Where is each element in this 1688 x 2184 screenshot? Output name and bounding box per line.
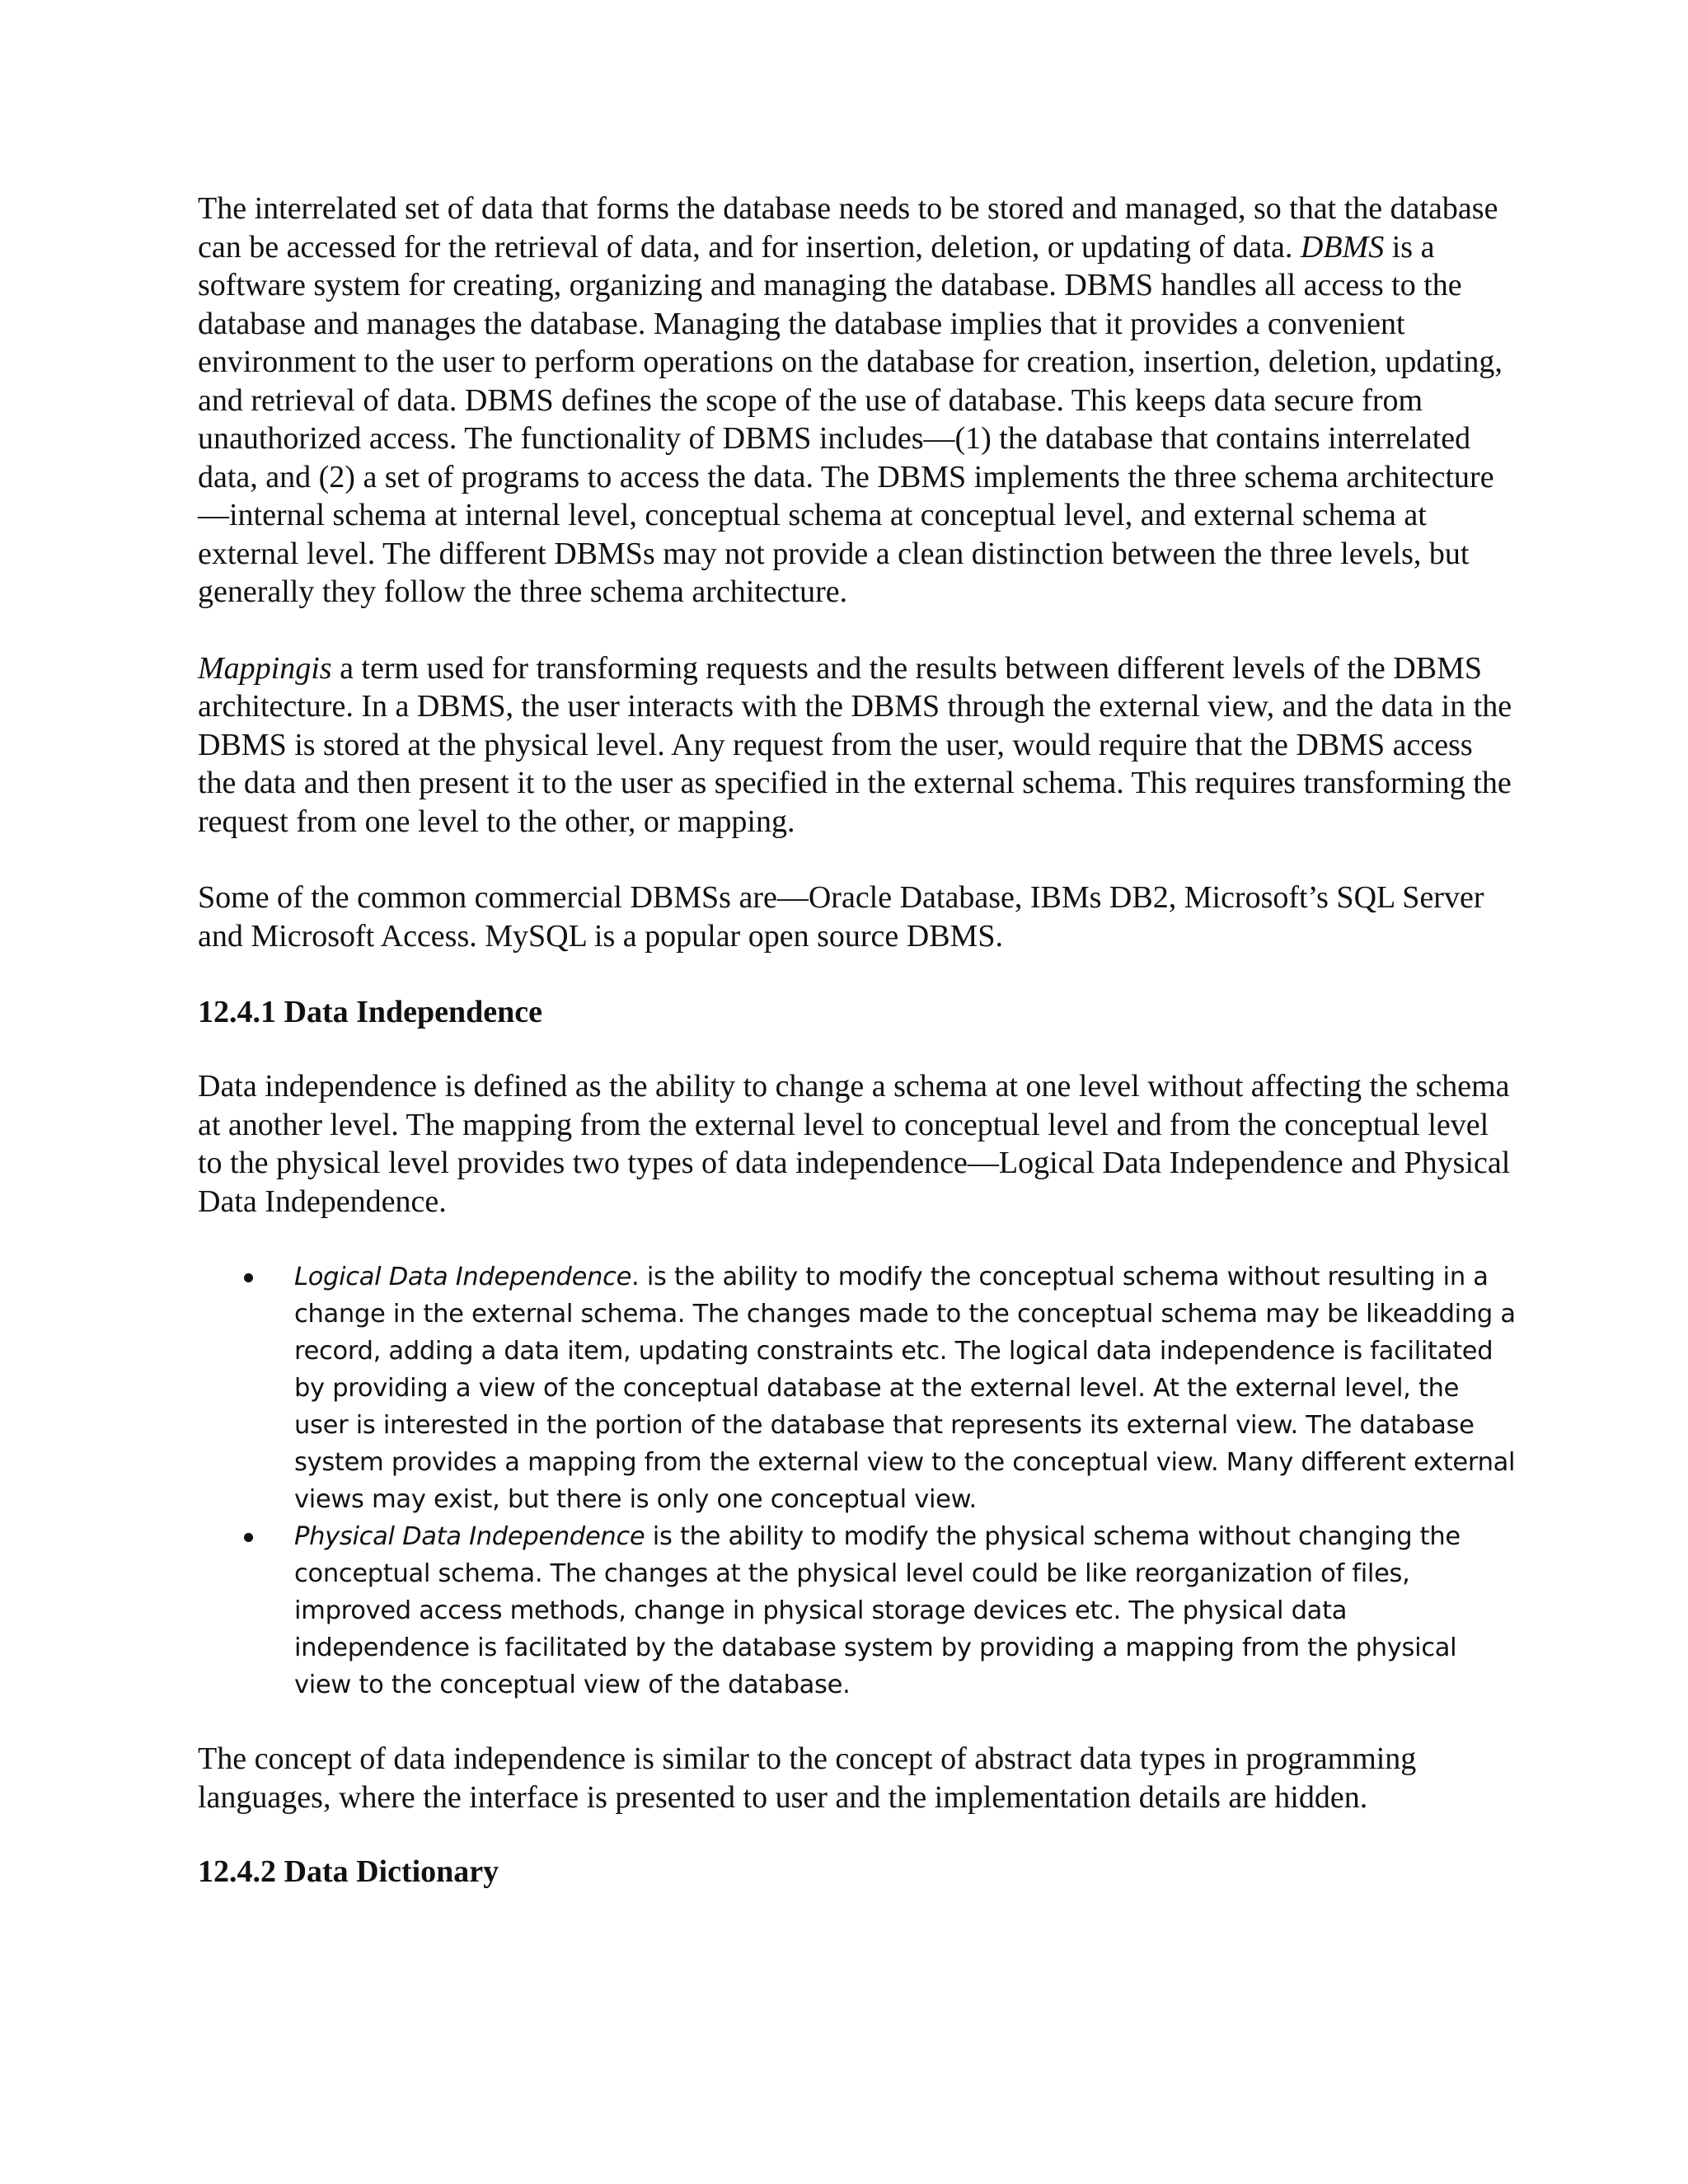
bullet-logical-data-independence <box>198 1258 1517 1518</box>
paragraph-data-independence: Data independence is defined as the ability to change a schema at one level without affecting the schema at another level. The mapping from the external level to conceptual level and from the conceptual level to the physical level provides two types of data independence—Logical Data Independence and Physical Data Independence. <box>198 1069 1511 1219</box>
paragraph-text: is a software system for creating, organizing and managing the database. DBMS handles all access to the database and manages the database. Managing the database implies that it provides a convenient environment to the user to perform operations on the database for creation, insertion, deletion, updating, and retrieval of data. DBMS defines the scope of the use of database. This keeps data secure from unauthorized access. The functionality of DBMS includes—(1) the database that contains interrelated data, and (2) a set of programs to access the data. The DBMS implements the three schema architecture—internal schema at internal level, conceptual schema at conceptual level, and external schema at external level. The different DBMSs may not provide a clean distinction between the three levels, but generally they follow the three schema architecture. <box>198 229 1503 609</box>
bullet-list <box>198 1258 1517 1704</box>
document-page <box>198 190 1517 1891</box>
section-heading-data-independence: 12.4.1 Data Independence <box>198 995 543 1029</box>
paragraph-abstract-data-types: The concept of data independence is similar to the concept of abstract data types in programming languages, where the interface is presented to user and the implementation details are hidden. <box>198 1741 1417 1815</box>
italic-term-logical: Logical Data Independence <box>294 1263 632 1291</box>
paragraph-text: The interrelated set of data that forms the database needs to be stored and managed, so that the database can be accessed for the retrieval of data, and for insertion, deletion, or updating of data. <box>198 191 1498 265</box>
paragraph-text: a term used for transforming requests and the results between different levels of the DBMS architecture. In a DBMS, the user interacts with the DBMS through the external view, and the data in the DBMS is stored at the physical level. Any request from the user, would require that the DBMS access the data and then present it to the user as specified in the external schema. This requires transforming the request from one level to the other, or mapping. <box>198 650 1512 839</box>
bullet-text: . is the ability to modify the conceptual schema without resulting in a change in the external schema. The changes made to the conceptual schema may be likeadding a record, adding a data item, updating constraints etc. The logical data independence is facilitated by providing a view of the conceptual database at the external level. At the external level, the user is interested in the portion of the database that represents its external view. The database system provides a mapping from the external view to the conceptual view. Many different external views may exist, but there is only one conceptual view. <box>294 1263 1516 1514</box>
bullet-physical-data-independence <box>198 1518 1517 1704</box>
bullet-text: is the ability to modify the physical schema without changing the conceptual schema. The changes at the physical level could be like reorganization of files, improved access methods, change in physical storage devices etc. The physical data independence is facilitated by the database system by providing a mapping from the physical view to the conceptual view of the database. <box>294 1522 1461 1699</box>
paragraph-dbms-intro <box>198 190 1517 612</box>
italic-term-physical: Physical Data Independence <box>294 1522 645 1551</box>
paragraph-mapping <box>198 649 1517 841</box>
paragraph-commercial-dbms: Some of the common commercial DBMSs are—Oracle Database, IBMs DB2, Microsoft’s SQL Server and Microsoft Access. MySQL is a popular open source DBMS. <box>198 880 1484 954</box>
italic-term-mapping: Mappingis <box>198 650 332 686</box>
section-heading-data-dictionary: 12.4.2 Data Dictionary <box>198 1854 499 1889</box>
bullet-dot-icon <box>244 1533 253 1542</box>
italic-term-dbms: DBMS <box>1300 229 1385 265</box>
bullet-dot-icon <box>244 1273 253 1282</box>
